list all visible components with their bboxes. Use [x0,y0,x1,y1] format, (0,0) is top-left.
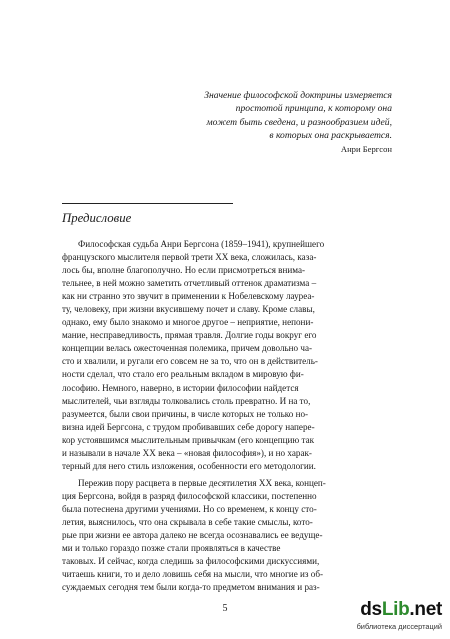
text-line: мание, несправедливость, прямая травля. Долгие годы вокруг его [62,330,317,341]
epigraph [102,89,392,156]
text-line: французского мыслителя первой трети XX века, сложилась, каза- [62,252,317,263]
text-line: суждаемых сегодня тем были когда-то предметом внимания и раз- [62,582,320,593]
body-text [62,238,392,594]
text-line: лософию. Немного, наверно, в истории философии найдется [62,382,299,393]
watermark-logo-part: .net [409,599,442,620]
text-line: была потеснена другими учениями. Но со временем, к концу сто- [62,503,317,514]
text-line: ция Бергсона, войдя в разряд философской классики, постепенно [62,490,317,501]
epigraph-line: может быть сведена, и разнообразием идей, [206,116,392,128]
epigraph-line: простотой принципа, к которому она [235,103,392,115]
text-line: и называли в начале XX века – «новая философия»), и но харак- [62,447,312,458]
text-line: визна идей Бергсона, с трудом пробивавших себе дорогу напере- [62,421,315,432]
text-line: терный для него стиль изложения, особенности его методологии. [62,460,316,471]
text-line: ми и только гораздо позже стали проявляться в качестве [62,543,281,554]
text-line: кор устоявшимся мыслительным привычкам (его концепцию так [62,434,315,445]
text-line: тельнее, в ней можно заметить отчетливый оттенок драматизма – [62,278,317,289]
epigraph-line: в которых она раскрывается. [269,129,392,141]
text-line: концепции велась ожесточенная полемика, причем довольно ча- [62,343,313,354]
text-line: ту, человеку, при жизни вкусившему почет и славу. Кроме славы, [62,304,315,315]
paragraph-1 [62,238,392,473]
watermark-logo-part: Lib [381,599,410,620]
text-line: читаешь книги, то и дело ловишь себя на мысли, что многие из об- [62,569,324,580]
text-line: Философская судьба Анри Бергсона (1859–1941), крупнейшего [78,239,325,249]
heading-rule [62,203,233,204]
text-line: разумеется, были свои причины, в числе которых не только но- [62,408,309,419]
text-line: однако, ему было знакомо и многое другое – неприятие, непони- [62,317,314,328]
epigraph-line: Значение философской доктрины измеряется [204,90,392,101]
section-heading: Предисловие [62,211,132,225]
text-line: ности сделал, что стало его реальным вкладом в мировую фи- [62,369,304,380]
watermark[interactable] [346,599,442,633]
page-number: 5 [222,603,228,614]
text-line: сто и хвалили, и ругали его совсем не за то, что он в действитель- [62,356,318,367]
text-line: рые при жизни ее автора далеко не всегда осознавались ее ведуще- [62,530,323,541]
text-line: Пережив пору расцвета в первые десятилетия XX века, концеп- [78,477,326,488]
text-line: лось бы, вполне благополучно. Но если присмотреться внима- [62,265,306,276]
text-line: летия, выяснилось, что она скрывала в себе такие смыслы, кото- [62,516,313,527]
text-line: как ни странно это звучит в применении к Нобелевскому лауреа- [62,291,315,302]
text-line: мыслителей, чьи взгляды толковались столь превратно. И на то, [62,395,311,406]
epigraph-author: Анри Бергсон [340,144,392,155]
watermark-logo[interactable] [346,599,442,621]
watermark-subtitle: библиотека диссертаций [356,622,442,631]
text-line: таковых. И сейчас, когда следишь за философскими дискуссиями, [62,556,320,567]
paragraph-2 [62,477,392,594]
watermark-logo-part: ds [360,599,382,620]
